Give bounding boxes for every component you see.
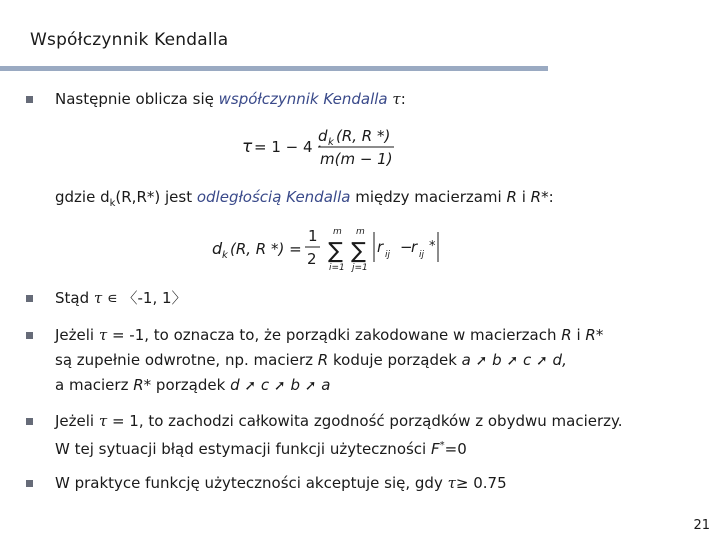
bullet-marker bbox=[26, 332, 33, 339]
formula2-sum2-symbol: ∑ bbox=[351, 239, 366, 264]
preference-arrow-icon: ➚ bbox=[304, 378, 317, 394]
formula2-sum2-top: m bbox=[356, 227, 365, 237]
page-number: 21 bbox=[693, 518, 710, 533]
preference-arrow-icon: ➚ bbox=[273, 378, 286, 394]
formula2-sum2-bottom: j=1 bbox=[352, 263, 368, 273]
full-agreement-line-2: W tej sytuacji błąd estymacji funkcji użyteczności F*=0 bbox=[55, 440, 467, 458]
formula2-lhs: d bbox=[212, 239, 223, 258]
full-agreement-line-1: Jeżeli τ = 1, to zachodzi całkowita zgodność porządków z obydwu macierzy. bbox=[55, 412, 623, 430]
acceptance-line: W praktyce funkcję użyteczności akceptuje się, gdy τ≥ 0.75 bbox=[55, 474, 507, 492]
bullet-marker bbox=[26, 96, 33, 103]
formula2-lhs-args: (R, R *) = bbox=[230, 240, 302, 258]
formula2-sum1-bottom: i=1 bbox=[329, 263, 345, 273]
inverse-order-line-1: Jeżeli τ = -1, to oznacza to, że porządki zakodowane w macierzach R i R* bbox=[55, 326, 604, 344]
formula2-r2: r bbox=[411, 238, 418, 256]
bullet-marker bbox=[26, 295, 33, 302]
formula1-numerator-args: (R, R *) bbox=[336, 127, 391, 145]
formula2-r2-sub: ij bbox=[419, 250, 425, 260]
range-line: Stąd τ ∊ 〈-1, 1〉 bbox=[55, 289, 187, 307]
formula2-r1: r bbox=[377, 238, 384, 256]
bullet-marker bbox=[26, 480, 33, 487]
formula2-minus: − bbox=[400, 238, 413, 256]
formula2-sum1-symbol: ∑ bbox=[328, 239, 343, 264]
intro-line: Następnie oblicza się współczynnik Kendalla τ: bbox=[55, 90, 406, 108]
formula1-eq: = 1 − 4 · bbox=[254, 138, 323, 156]
formula2-r1-sub: ij bbox=[385, 250, 391, 260]
slide-title: Współczynnik Kendalla bbox=[30, 30, 229, 50]
preference-arrow-icon: ➚ bbox=[506, 353, 519, 369]
preference-arrow-icon: ➚ bbox=[475, 353, 488, 369]
formula2-sum1-top: m bbox=[333, 227, 342, 237]
tau-symbol: τ bbox=[392, 90, 401, 108]
preference-arrow-icon: ➚ bbox=[536, 353, 548, 369]
tau-symbol: τ bbox=[98, 326, 108, 344]
distance-definition-line: gdzie $d_k(R,R*)$ jest odległością Kendalla między macierzami R i R*: bbox=[55, 188, 554, 209]
bullet-marker bbox=[26, 418, 33, 425]
formula1-lhs: τ bbox=[242, 137, 253, 157]
tau-symbol: τ bbox=[98, 412, 108, 430]
formula2-star: * bbox=[429, 239, 436, 254]
kendall-coefficient-formula bbox=[238, 124, 438, 174]
formula1-numerator: d bbox=[318, 127, 328, 145]
formula1-numerator-sub: k bbox=[328, 137, 334, 148]
formula2-lhs-sub: k bbox=[222, 250, 228, 261]
preference-arrow-icon: ➚ bbox=[244, 378, 257, 394]
kendall-distance-term: odległością Kendalla bbox=[196, 188, 351, 206]
tau-symbol: τ bbox=[447, 474, 456, 492]
inverse-order-line-3: a macierz R* porządek d ➚ c ➚ b ➚ a bbox=[55, 376, 331, 394]
kendall-coefficient-term: współczynnik Kendalla bbox=[218, 90, 388, 108]
tau-symbol: τ bbox=[93, 289, 103, 307]
formula2-frac-num: 1 bbox=[308, 227, 318, 245]
inverse-order-line-2: są zupełnie odwrotne, np. macierz R koduje porządek a ➚ b ➚ c ➚ d, bbox=[55, 351, 567, 369]
kendall-distance-formula bbox=[210, 226, 450, 276]
formula2-frac-den: 2 bbox=[307, 250, 317, 268]
formula1-denominator: m(m − 1) bbox=[320, 150, 393, 168]
title-underline bbox=[0, 66, 548, 71]
